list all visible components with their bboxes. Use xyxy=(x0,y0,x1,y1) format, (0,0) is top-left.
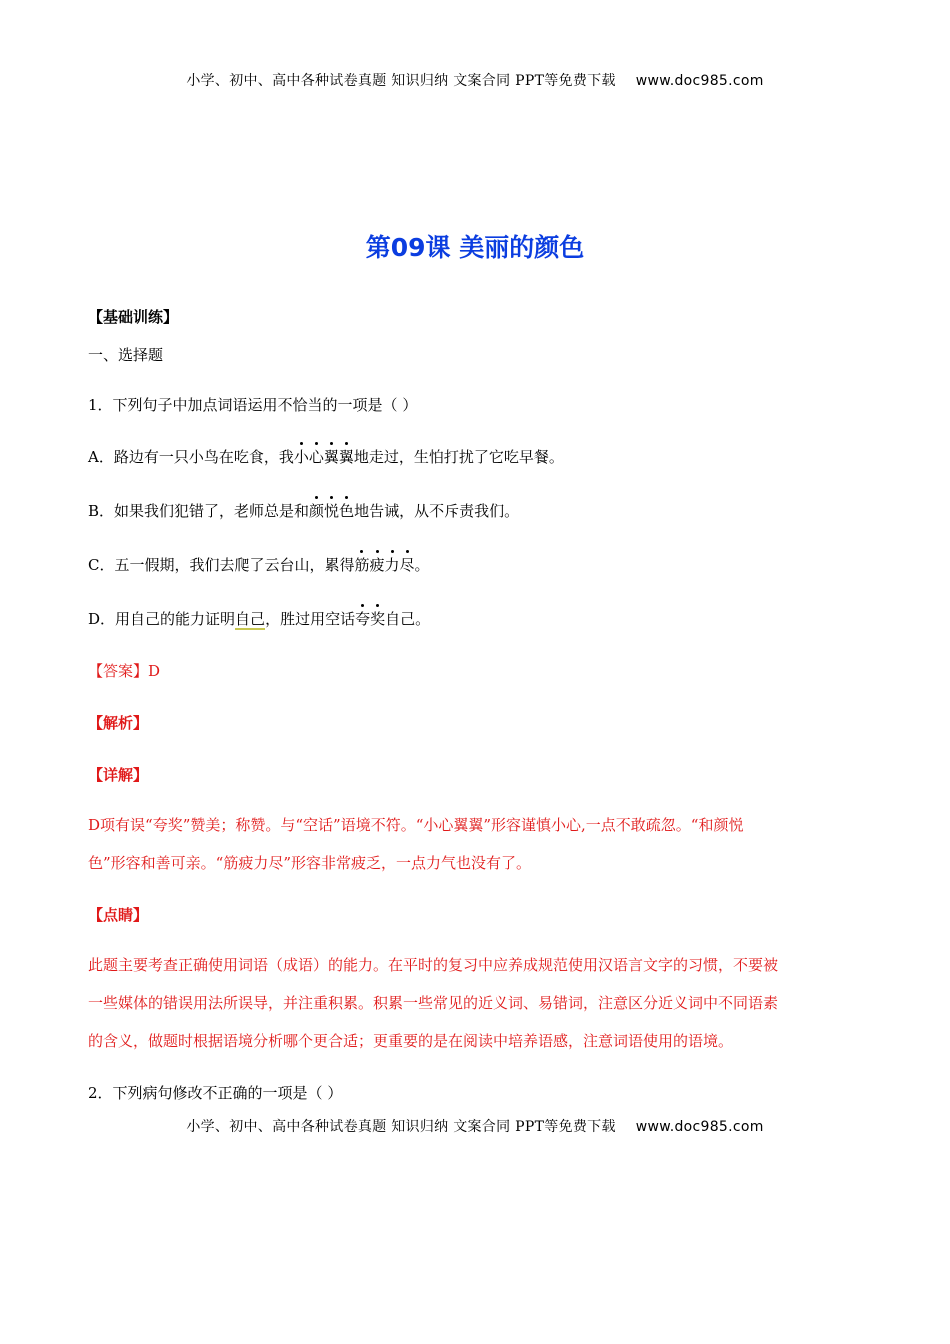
option-b-text: B．如果我们犯错了，老师总是和 xyxy=(88,502,310,520)
page-footer xyxy=(0,1116,950,1136)
option-c[interactable] xyxy=(88,554,868,575)
tip-paragraph xyxy=(88,946,868,1060)
tip-line-3: 的含义，做题时根据语境分析哪个更合适；更重要的是在阅读中培养语感，注意词语使用的语境。 xyxy=(88,1032,734,1050)
dotted-char: 夸 xyxy=(355,610,371,628)
detail-paragraph xyxy=(88,806,868,882)
tip-line-2: 一些媒体的错误用法所误导，并注重积累。积累一些常见的近义词、易错词，注意区分近义词中不同语素 xyxy=(88,994,779,1012)
option-c-text: C．五一假期，我们去爬了云台山，累得 xyxy=(88,556,355,574)
tip-line-1: 此题主要考查正确使用词语（成语）的能力。在平时的复习中应养成规范使用汉语言文字的习惯，不要被 xyxy=(88,956,779,974)
dotted-char: 小 xyxy=(293,448,309,466)
analysis-label: 【解析】 xyxy=(88,714,149,732)
option-c-text-end: 。 xyxy=(414,556,430,574)
option-a-text-end: 地走过，生怕打扰了它吃早餐。 xyxy=(353,448,564,466)
dotted-char: 尽 xyxy=(399,556,415,574)
option-a[interactable] xyxy=(88,446,868,467)
underlined-char: 自 xyxy=(235,610,251,628)
detail-label: 【详解】 xyxy=(88,766,149,784)
dotted-char: 翼 xyxy=(338,448,354,466)
option-d-text-end: 自己。 xyxy=(385,610,431,628)
underlined-char: 己 xyxy=(250,610,266,628)
option-b[interactable] xyxy=(88,500,868,521)
part-heading: 一、选择题 xyxy=(88,346,164,364)
option-a-text: A．路边有一只小鸟在吃食，我 xyxy=(88,448,294,466)
dotted-char: 筋 xyxy=(354,556,370,574)
question-1-stem: 1．下列句子中加点词语运用不恰当的一项是（ ） xyxy=(88,396,418,414)
detail-line-1: D项有误“夸奖”赞美；称赞。与“空话”语境不符。“小心翼翼”形容谨慎小心,一点不敢疏忽。“和颜悦 xyxy=(88,816,744,834)
dotted-char: 力 xyxy=(384,556,400,574)
detail-line-2: 色”形容和善可亲。“筋疲力尽”形容非常疲乏，一点力气也没有了。 xyxy=(88,854,532,872)
option-b-text-end: 地告诫，从不斥责我们。 xyxy=(354,502,520,520)
footer-site[interactable]: www.doc985.com xyxy=(635,1119,764,1135)
lesson-title: 第09课 美丽的颜色 xyxy=(365,233,585,262)
answer-line: 【答案】D xyxy=(88,662,161,680)
option-d[interactable] xyxy=(88,608,868,629)
dotted-char: 翼 xyxy=(323,448,339,466)
dotted-char: 奖 xyxy=(370,610,386,628)
tip-label: 【点睛】 xyxy=(88,906,149,924)
option-d-text: D．用自己的能力证明 xyxy=(88,610,236,628)
dotted-char: 疲 xyxy=(369,556,385,574)
section-heading: 【基础训练】 xyxy=(88,308,179,326)
question-2-stem: 2．下列病句修改不正确的一项是（ ） xyxy=(88,1084,343,1102)
dotted-char: 色 xyxy=(339,502,355,520)
header-site[interactable]: www.doc985.com xyxy=(635,73,764,89)
option-d-text-mid: ，胜过用空话 xyxy=(265,610,356,628)
header-text: 小学、初中、高中各种试卷真题 知识归纳 文案合同 PPT等免费下载 xyxy=(186,73,616,89)
dotted-char: 颜 xyxy=(309,502,325,520)
page-header xyxy=(0,70,950,90)
dotted-char: 悦 xyxy=(324,502,340,520)
dotted-char: 心 xyxy=(308,448,324,466)
footer-text: 小学、初中、高中各种试卷真题 知识归纳 文案合同 PPT等免费下载 xyxy=(186,1119,616,1135)
